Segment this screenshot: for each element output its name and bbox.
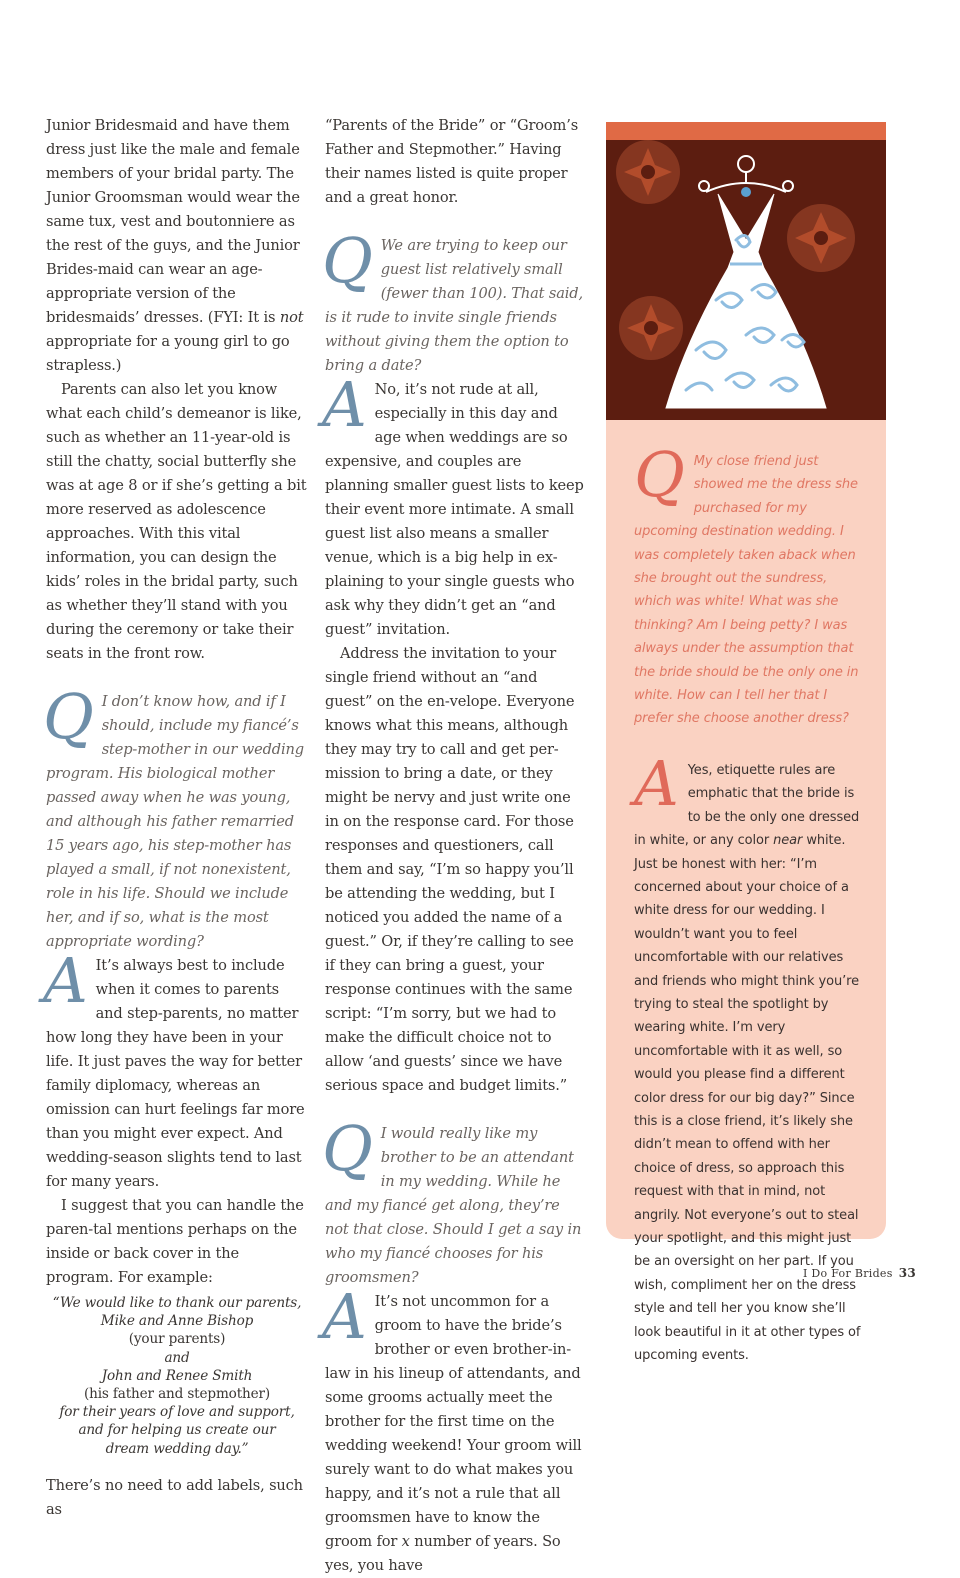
- publication-name: I Do For Brides: [802, 1267, 893, 1280]
- emphasis: not: [279, 309, 304, 326]
- flower-icon: [741, 187, 751, 197]
- question-dropcap: Q: [322, 1112, 373, 1185]
- question-dropcap: Q: [43, 680, 94, 753]
- answer-dropcap: A: [322, 368, 367, 441]
- page-footer: [803, 1266, 916, 1280]
- paragraph: Junior Bridesmaid and have them dress just like the male and female members of your bridal party. The Junior Groomsman would wear the same tux, vest and boutonniere as the rest of the guys, and the Junior Brides-maid can wear an age-appropriate version of the bridesmaids’ dresses. (FYI: It is not appropriate for a young girl to go strapless.): [46, 117, 304, 374]
- sidebar-accent-band: [606, 122, 886, 140]
- dress-illustration: [606, 140, 886, 420]
- answer-dropcap: A: [322, 1280, 367, 1353]
- question-block: [43, 680, 308, 954]
- article-column-1: [43, 114, 308, 1522]
- answer-dropcap: A: [634, 746, 679, 820]
- question-dropcap: Q: [322, 224, 373, 297]
- answer-text: It’s not uncommon for a groom to have the bride’s brother or even brother-in-law in his lineup of attendants, and some grooms actually meet the brother for the first time on the wedding weekend! Your groom will surely want to do what makes you happy, and it’s not a rule that all groomsmen have to know the groom for x number of years. So yes, you have: [325, 1293, 582, 1574]
- paragraph: I suggest that you can handle the paren-tal mentions perhaps on the inside or back cover in the program. For example:: [46, 1197, 304, 1286]
- sidebar-text: [606, 420, 886, 1367]
- question-dropcap: Q: [634, 438, 685, 511]
- wedding-dress-icon: [606, 140, 886, 420]
- answer-block: [43, 944, 308, 1194]
- answer-text: It’s always best to include when it comes to parents and step-parents, no matter how long they have been in your life. It just paves the way for better family diplomacy, whereas an omission can hurt feelings far more than you might ever expect. And wedding-season slights tend to last for many years.: [46, 957, 305, 1190]
- question-text: I don’t know how, and if I should, include my fiancé’s step-mother in our wedding program. His biological mother passed away when he was young, and although his father remarried 15 years ago, his step-mother has played a small, if not nonexistent, role in his life. Should we include her, and if so, what is the most appropriate wording?: [46, 693, 304, 950]
- question-block: [322, 224, 587, 378]
- article-column-2: [322, 114, 587, 1578]
- question-text: I would really like my brother to be an attendant in my wedding. While he and my fiancé get along, they’re not that close. Should I get a say in who my fiancé chooses for his groomsmen?: [325, 1125, 582, 1286]
- answer-dropcap: A: [43, 944, 88, 1017]
- answer-block: [322, 368, 587, 642]
- answer-text: Yes, etiquette rules are emphatic that the bride is to be the only one dressed in white, or any color near white. Just be honest with her: “I’m concerned about your choice of a white dress for our wedding. I wouldn’t want you to feel uncomfortable with our relatives and friends who might think you’re trying to steal the spotlight by wearing white. I’m very uncomfortable with it as well, so would you please find a different color dress for our big day?” Since this is a close friend, it’s likely she didn’t mean to offend with her choice of dress, so approach this request with that in mind, not angrily. Not everyone’s out to steal your spotlight, and this might just be an oversight on her part. If you wish, compliment her on the dress style and tell her you know she’ll look beautiful in it at other types of upcoming events.: [634, 762, 861, 1364]
- page-number: 33: [898, 1266, 916, 1280]
- paragraph: “Parents of the Bride” or “Groom’s Father and Stepmother.” Having their names listed is quite proper and a great honor.: [325, 117, 579, 206]
- sample-wording-quote: “We would like to thank our parents, Mike and Anne Bishop (your parents) and John and Renee Smith (his father and stepmother) for their years of love and support, and for helping us create our dream wedding day.”: [52, 1295, 302, 1457]
- paragraph: Address the invitation to your single friend without an “and guest” on the en-velope. Everyone knows what this means, although they may try to call and get per-mission to bring a date, or they might be nervy and just write one in on the response card. For those responses and questioners, call them and say, “I’m so happy you’ll be attending the wedding, but I noticed you added the name of a guest.” Or, if they’re calling to see if they can bring a guest, your response continues with the same script: “I’m sorry, but we had to make the difficult choice not to allow ‘and guests’ since we have serious space and budget limits.”: [325, 645, 575, 1094]
- paragraph: Parents can also let you know what each child’s demeanor is like, such as whether an 11-year-old is still the chatty, social butterfly she was at age 8 or if she’s getting a bit more reserved as adolescence approaches. With this vital information, you can design the kids’ roles in the bridal party, such as whether they’ll stand with you during the ceremony or take their seats in the front row.: [46, 381, 307, 662]
- question-text: We are trying to keep our guest list relatively small (fewer than 100). That said, is it rude to invite single friends without giving them the option to bring a date?: [325, 237, 583, 374]
- emphasis: x: [401, 1533, 410, 1550]
- answer-text: No, it’s not rude at all, especially in this day and age when weddings are so expensive, and couples are planning smaller guest lists to keep their event more intimate. A small guest list also means a smaller venue, which is a big help in ex-plaining to your single guests who ask why they didn’t get an “and guest” invitation.: [325, 381, 584, 638]
- question-text: My close friend just showed me the dress she purchased for my upcoming destination wedding. I was completely taken aback when she brought out the sundress, which was white! What was she thinking? Am I being petty? I was always under the assumption that the bride should be the only one in white. How can I tell her that I prefer she choose another dress?: [634, 454, 859, 727]
- answer-block: [322, 1280, 587, 1578]
- question-block: [322, 1112, 587, 1290]
- hanger-icon: [699, 156, 793, 192]
- paragraph: There’s no need to add labels, such as: [46, 1476, 303, 1518]
- question-block: [634, 438, 864, 731]
- emphasis: near: [773, 833, 803, 849]
